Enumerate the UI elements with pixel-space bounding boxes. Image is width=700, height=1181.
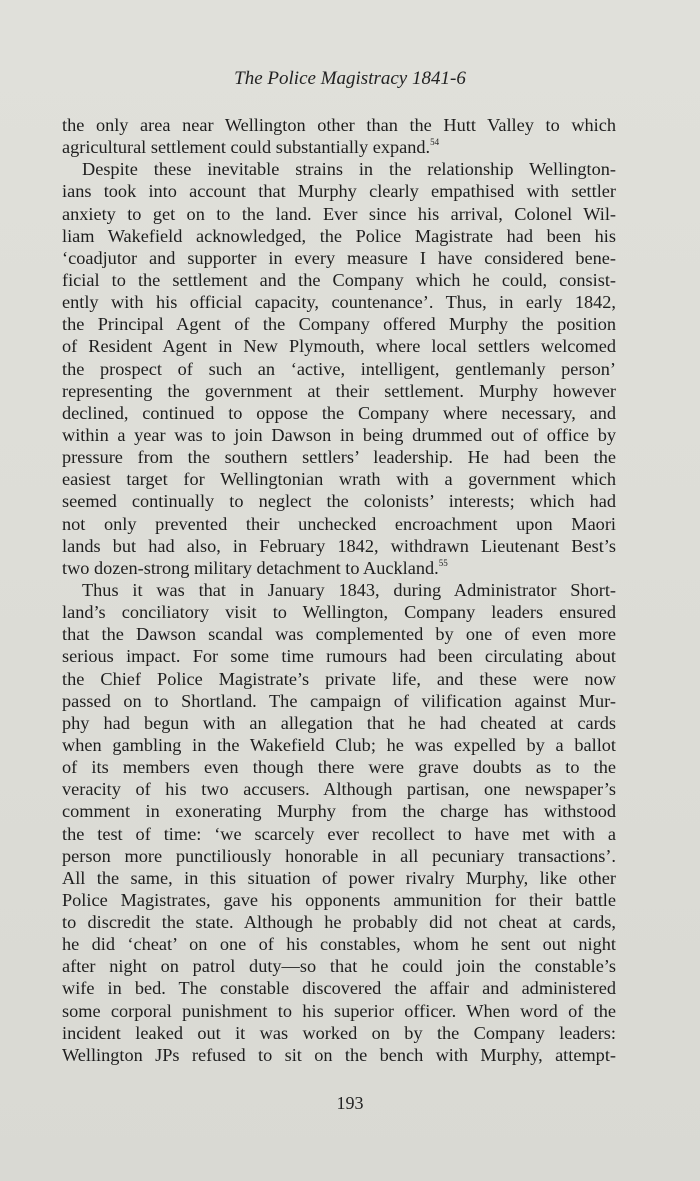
- text-line: [62, 955, 616, 977]
- line-text: the Chief Police Magistrate’s private life, and these were now: [62, 668, 616, 689]
- text-line: [62, 513, 616, 535]
- line-text: not only prevented their unchecked encroachment upon Maori: [62, 513, 616, 534]
- line-text: anxiety to get on to the land. Ever since his arrival, Colonel Wil-: [62, 203, 616, 224]
- line-text: incident leaked out it was worked on by the Company leaders:: [62, 1022, 616, 1043]
- text-line: [62, 225, 616, 247]
- line-text: agricultural settlement could substantially expand.: [62, 137, 431, 158]
- text-line: [62, 579, 616, 601]
- line-text: he did ‘cheat’ on one of his constables, whom he sent out night: [62, 934, 616, 955]
- text-line: [62, 402, 616, 424]
- text-line: [62, 601, 616, 623]
- text-line: [62, 623, 616, 645]
- line-text: the Principal Agent of the Company offered Murphy the position: [62, 314, 616, 335]
- line-text: serious impact. For some time rumours had been circulating about: [62, 646, 616, 667]
- text-line: [62, 933, 616, 955]
- text-line: [62, 114, 616, 136]
- line-text: wife in bed. The constable discovered the affair and administered: [62, 978, 616, 999]
- line-text: ‘coadjutor and supporter in every measure I have considered bene-: [62, 247, 616, 268]
- line-text: All the same, in this situation of power rivalry Murphy, like other: [62, 867, 616, 888]
- line-text: after night on patrol duty—so that he could join the constable’s: [62, 956, 616, 977]
- text-line: [62, 778, 616, 800]
- text-line: [62, 468, 616, 490]
- text-line: [62, 269, 616, 291]
- body-text: [62, 114, 616, 1066]
- line-text: Despite these inevitable strains in the relationship Wellington-: [82, 159, 616, 180]
- line-text: comment in exonerating Murphy from the charge has withstood: [62, 801, 616, 822]
- line-text: of its members even though there were grave doubts as to the: [62, 757, 616, 778]
- text-line: [62, 1022, 616, 1044]
- line-text: passed on to Shortland. The campaign of vilification against Mur-: [62, 690, 616, 711]
- line-text: representing the government at their settlement. Murphy however: [62, 380, 616, 401]
- line-text: ently with his official capacity, countenance’. Thus, in early 1842,: [62, 292, 616, 313]
- line-text: the prospect of such an ‘active, intelligent, gentlemanly person’: [62, 358, 616, 379]
- line-text: when gambling in the Wakefield Club; he was expelled by a ballot: [62, 734, 616, 755]
- text-line: [62, 335, 616, 357]
- text-line: [62, 668, 616, 690]
- text-line: [62, 424, 616, 446]
- text-line: [62, 1044, 616, 1066]
- line-text: Thus it was that in January 1843, during Administrator Short-: [82, 579, 616, 600]
- line-text: to discredit the state. Although he probably did not cheat at cards,: [62, 912, 616, 933]
- text-line: [62, 490, 616, 512]
- text-line: [62, 756, 616, 778]
- line-text: ians took into account that Murphy clearly empathised with settler: [62, 181, 616, 202]
- line-text: two dozen-strong military detachment to Auckland.: [62, 557, 439, 578]
- line-text: veracity of his two accusers. Although partisan, one newspaper’s: [62, 779, 616, 800]
- footnote-marker: 55: [438, 557, 448, 568]
- text-line: [62, 800, 616, 822]
- line-text: ficial to the settlement and the Company which he could, consist-: [62, 269, 616, 290]
- line-text: person more punctiliously honorable in all pecuniary transactions’.: [62, 845, 616, 866]
- text-line: [62, 867, 616, 889]
- running-head: The Police Magistracy 1841-6: [234, 68, 466, 89]
- line-text: of Resident Agent in New Plymouth, where local settlers welcomed: [62, 336, 616, 357]
- text-line: [62, 690, 616, 712]
- line-text: Police Magistrates, gave his opponents ammunition for their battle: [62, 889, 616, 910]
- line-text: within a year was to join Dawson in being drummed out of office by: [62, 424, 616, 445]
- line-text: phy had begun with an allegation that he had cheated at cards: [62, 712, 616, 733]
- text-line: [62, 712, 616, 734]
- text-line: [62, 823, 616, 845]
- text-line: [62, 446, 616, 468]
- text-line: [62, 889, 616, 911]
- line-text: land’s conciliatory visit to Wellington, Company leaders ensured: [62, 602, 616, 623]
- line-text: pressure from the southern settlers’ leadership. He had been the: [62, 447, 616, 468]
- text-line: [62, 136, 616, 158]
- line-text: the test of time: ‘we scarcely ever recollect to have met with a: [62, 823, 616, 844]
- line-text: easiest target for Wellingtonian wrath with a government which: [62, 469, 616, 490]
- text-line: [62, 247, 616, 269]
- footnote-marker: 54: [430, 137, 440, 148]
- page-number: 193: [336, 1093, 364, 1113]
- line-text: some corporal punishment to his superior officer. When word of the: [62, 1000, 616, 1021]
- text-line: [62, 645, 616, 667]
- line-text: seemed continually to neglect the colonists’ interests; which had: [62, 491, 616, 512]
- text-line: [62, 1000, 616, 1022]
- text-line: [62, 977, 616, 999]
- line-text: that the Dawson scandal was complemented by one of even more: [62, 624, 616, 645]
- text-line: [62, 358, 616, 380]
- text-line: [62, 158, 616, 180]
- line-text: the only area near Wellington other than the Hutt Valley to which: [62, 115, 616, 135]
- text-line: [62, 180, 616, 202]
- line-text: Wellington JPs refused to sit on the bench with Murphy, attempt-: [62, 1044, 616, 1065]
- text-line: [62, 557, 616, 579]
- line-text: declined, continued to oppose the Company where necessary, and: [62, 402, 616, 423]
- text-line: [62, 911, 616, 933]
- text-line: [62, 734, 616, 756]
- text-line: [62, 535, 616, 557]
- text-line: [62, 380, 616, 402]
- text-line: [62, 313, 616, 335]
- text-line: [62, 203, 616, 225]
- text-line: [62, 845, 616, 867]
- line-text: lands but had also, in February 1842, withdrawn Lieutenant Best’s: [62, 535, 616, 556]
- line-text: liam Wakefield acknowledged, the Police Magistrate had been his: [62, 225, 616, 246]
- text-line: [62, 291, 616, 313]
